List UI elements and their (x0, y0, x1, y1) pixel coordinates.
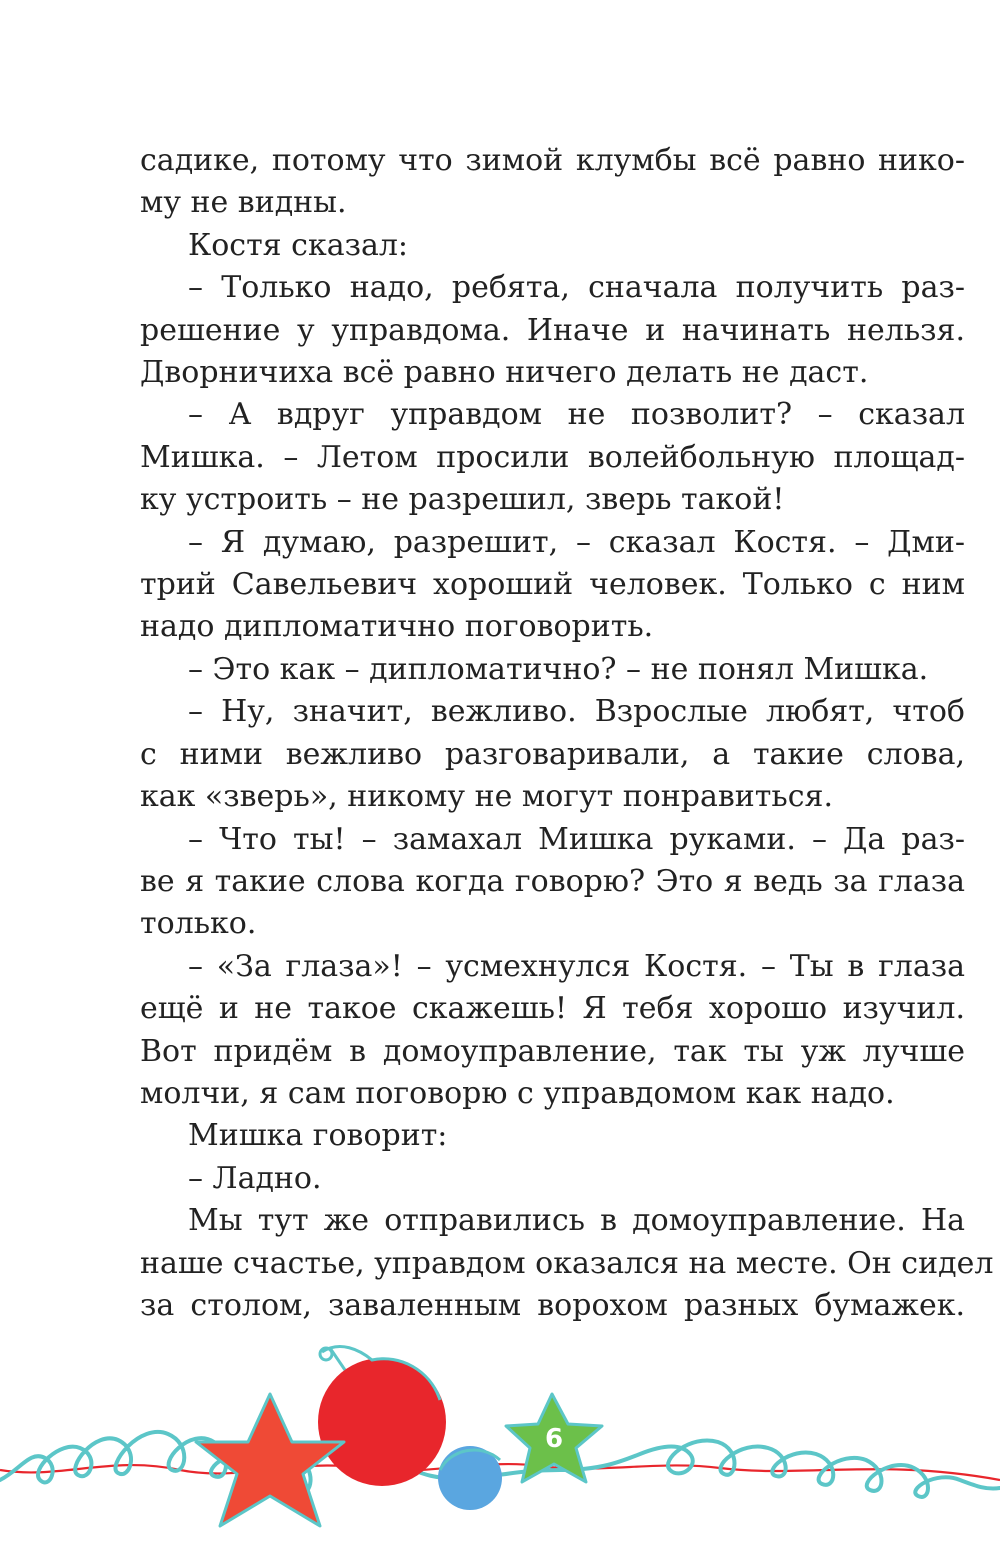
text-line: Мы тут же отправились в домоуправление. На (188, 1203, 965, 1239)
text-line: – Только надо, ребята, сначала получить раз- (188, 270, 965, 306)
page-text (140, 140, 994, 1327)
page-number: 6 (544, 1424, 564, 1454)
text-line: – Это как – дипломатично? – не понял Мишка. (188, 651, 929, 687)
blue-ornament-icon (438, 1446, 502, 1510)
text-line: трий Савельевич хороший человек. Только с ним (140, 567, 965, 603)
text-line: Костя сказал: (188, 227, 408, 263)
decorative-footer (0, 1330, 1000, 1565)
text-line: Мишка говорит: (188, 1118, 448, 1154)
text-line: му не видны. (140, 185, 347, 221)
text-line: – Ладно. (188, 1160, 322, 1196)
text-line: Дворничиха всё равно ничего делать не даст. (140, 355, 869, 391)
text-line: – А вдруг управдом не позволит? – сказал (188, 397, 965, 433)
text-line: Вот придём в домоуправление, так ты уж лучше (140, 1033, 965, 1069)
text-line: за столом, заваленным ворохом разных бумажек. (140, 1287, 965, 1323)
red-ornament-icon (318, 1347, 446, 1486)
text-line: наше счастье, управдом оказался на месте. Он сидел (140, 1245, 994, 1281)
text-line: ку устроить – не разрешил, зверь такой! (140, 482, 785, 518)
text-line: ве я такие слова когда говорю? Это я ведь за глаза (140, 863, 965, 899)
text-line: садике, потому что зимой клумбы всё равно нико- (140, 143, 965, 178)
text-line: как «зверь», никому не могут понравиться. (140, 779, 833, 815)
text-line: с ними вежливо разговаривали, а такие слова, (140, 736, 965, 772)
text-line: – Я думаю, разрешит, – сказал Костя. – Дми- (188, 524, 965, 560)
text-line: только. (140, 906, 257, 942)
text-line: – «За глаза»! – усмехнулся Костя. – Ты в глаза (188, 948, 965, 984)
text-line: надо дипломатично поговорить. (140, 609, 654, 645)
text-line: решение у управдома. Иначе и начинать нельзя. (140, 312, 965, 348)
text-line: – Что ты! – замахал Мишка руками. – Да раз- (188, 821, 965, 857)
text-line: Мишка. – Летом просили волейбольную площад- (140, 439, 965, 475)
text-line: ещё и не такое скажешь! Я тебя хорошо изучил. (140, 991, 965, 1027)
text-line: молчи, я сам поговорю с управдомом как надо. (140, 1075, 895, 1111)
text-line: – Ну, значит, вежливо. Взрослые любят, чтоб (188, 694, 965, 730)
